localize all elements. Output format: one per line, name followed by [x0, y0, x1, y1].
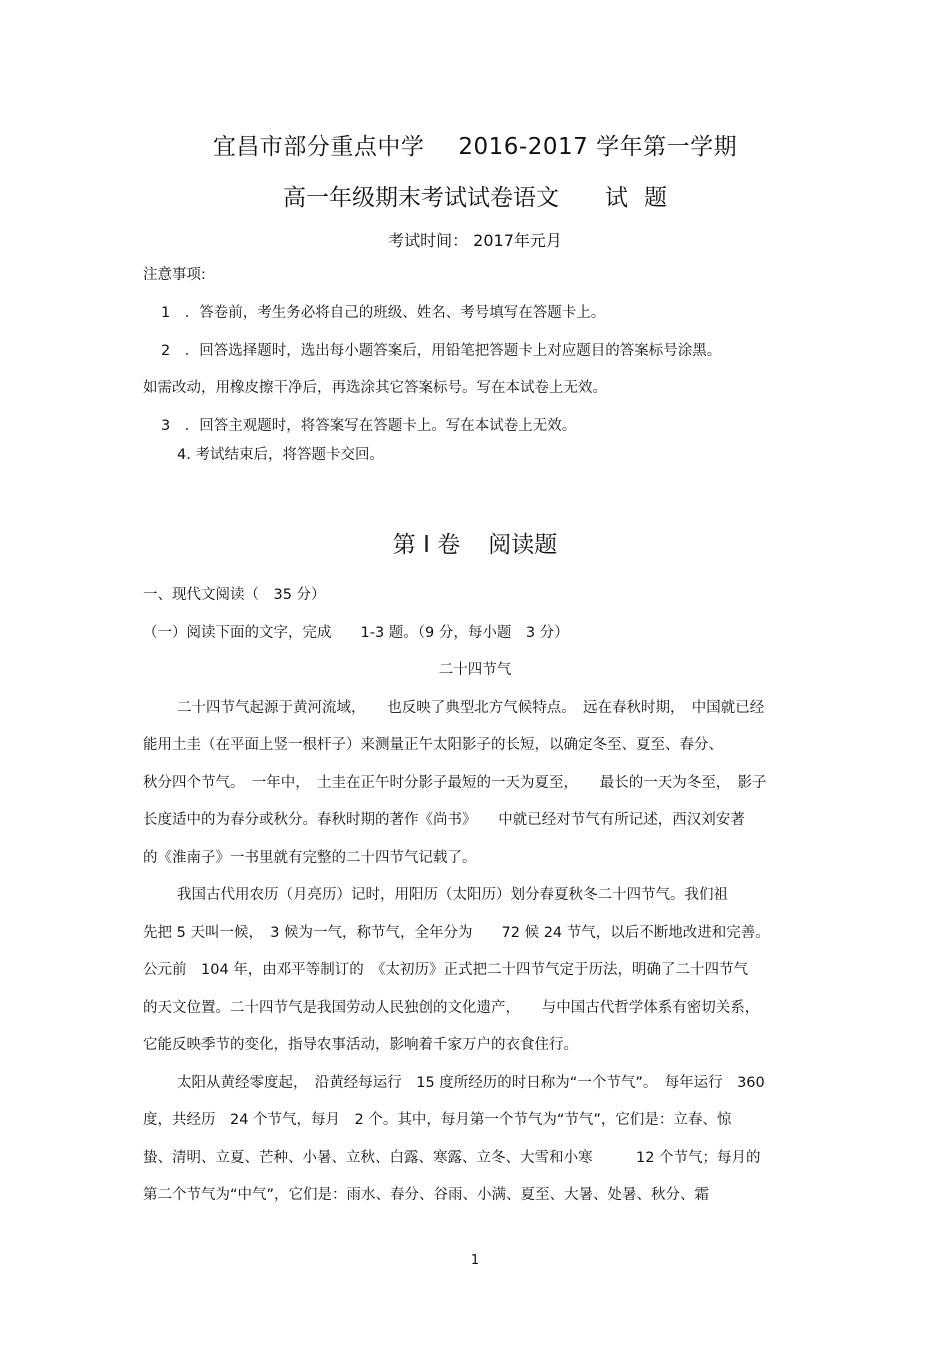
exam-header-title	[0, 128, 950, 161]
article-line: 秋分四个节气。 一年中， 土圭在正午时分影子最短的一天为夏至， 最长的一天为冬至， 影子	[143, 775, 767, 791]
exam-title: 高一年级期末考试试卷语文	[283, 185, 559, 211]
article-line: 第二个节气为“中气”，它们是：雨水、春分、谷雨、小满、夏至、大暑、处暑、秋分、霜	[143, 1187, 710, 1203]
article-title: 二十四节气	[438, 662, 512, 678]
section-heading	[0, 526, 950, 559]
section-part: 第 I 卷	[392, 532, 461, 558]
exam-time: 考试时间： 2017年元月	[388, 231, 562, 250]
article-line: 先把 5 天叫一候， 3 候为一气，称节气，全年分为 72 候 24 节气，以后不断地改进和完善。	[143, 925, 770, 941]
notes-heading: 注意事项:	[143, 267, 206, 283]
article-line: 的《淮南子》一书里就有完整的二十四节气记载了。	[143, 850, 477, 866]
question-sub-1: （一）阅读下面的文字，完成 1-3 题。（9 分，每小题 3 分）	[143, 625, 569, 641]
article-line: 我国古代用农历（月亮历）记时，用阳历（太阳历）划分春夏秋冬二十四节气。我们祖	[177, 887, 728, 903]
term-label: 2016-2017 学年第一学期	[458, 134, 738, 160]
exam-subject-title	[0, 179, 950, 212]
article-line: 蛰、清明、立夏、芒种、小暑、立秋、白露、寒露、立冬、大雪和小寒 12 个节气；每月的	[143, 1150, 761, 1166]
school-name: 宜昌市部分重点中学	[212, 134, 425, 160]
section-name: 阅读题	[488, 532, 558, 558]
page-number: 1	[470, 1253, 480, 1268]
exam-title-suffix-1: 试	[605, 185, 628, 211]
note-item-1: 1 ．答卷前，考生务必将自己的班级、姓名、考号填写在答题卡上。	[161, 305, 606, 321]
note-item-3: 3 ．回答主观题时，将答案写在答题卡上。写在本试卷上无效。	[161, 418, 577, 434]
article-line: 它能反映季节的变化，指导农事活动，影响着千家万户的衣食住行。	[143, 1037, 578, 1053]
question-part-1: 一、现代文阅读（ 35 分）	[143, 587, 326, 603]
exam-title-suffix-2: 题	[644, 185, 667, 211]
article-line: 公元前 104 年，由邓平等制订的 《太初历》正式把二十四节气定于历法，明确了二十四节气	[143, 962, 749, 978]
article-line: 太阳从黄经零度起， 沿黄经每运行 15 度所经历的时日称为“一个节气”。 每年运行 360	[177, 1075, 765, 1091]
article-line: 二十四节气起源于黄河流域， 也反映了典型北方气候特点。 远在春秋时期， 中国就已经	[177, 700, 765, 716]
article-line: 的天文位置。二十四节气是我国劳动人民独创的文化遗产， 与中国古代哲学体系有密切关系，	[143, 1000, 760, 1016]
note-item-4: 4. 考试结束后，将答题卡交回。	[177, 447, 384, 463]
article-line: 能用土圭（在平面上竖一根杆子）来测量正午太阳影子的长短，以确定冬至、夏至、春分、	[143, 737, 723, 753]
article-line: 长度适中的为春分或秋分。春秋时期的著作《尚书》 中就已经对节气有所记述，西汉刘安著	[143, 812, 745, 828]
note-item-2-continued: 如需改动，用橡皮擦干净后，再选涂其它答案标号。写在本试卷上无效。	[143, 380, 607, 396]
note-item-2: 2 ．回答选择题时，选出每小题答案后，用铅笔把答题卡上对应题目的答案标号涂黑。	[161, 343, 722, 359]
article-line: 度，共经历 24 个节气，每月 2 个。其中，每月第一个节气为“节气”，它们是：立春、惊	[143, 1112, 732, 1128]
